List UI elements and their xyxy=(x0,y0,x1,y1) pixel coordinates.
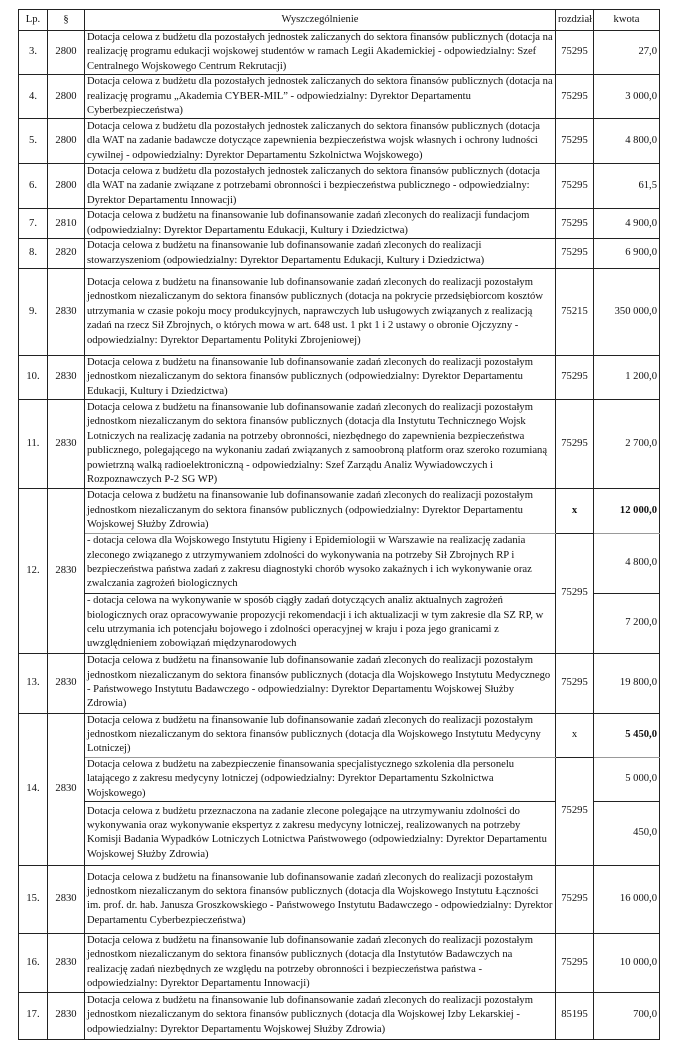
row-description: Dotacja celowa z budżetu na finansowanie lub dofinansowanie zadań zleconych do realizacji pozostałym jednostkom niezaliczanym do sektora finansów publicznych (dotacja dla Wojskowego Instytutu Łączności im. prof. dr. hab. Janusza Groszkowskiego - Państwowego Instytutu Badawczego - odpowiedzialny: Dyrektor Departamentu Cyberbezpieczeństwa) xyxy=(85,865,556,933)
row-amount: 6 900,0 xyxy=(594,239,660,269)
subrow-description: Dotacja celowa z budżetu na zabezpieczenie finansowania specjalistycznego szkolenia dla personelu latającego z zakresu medycyny lotniczej (odpowiedzialny: Dyrektor Departamentu Szkolnictwa Wojskowego) xyxy=(85,757,556,801)
row-paragraph: 2800 xyxy=(48,75,85,119)
table-row xyxy=(19,865,660,933)
row-amount: 700,0 xyxy=(594,992,660,1039)
row-lp: 6. xyxy=(19,164,48,209)
row-description: Dotacja celowa z budżetu dla pozostałych jednostek zaliczanych do sektora finansów publicznych (dotacja dla WAT na zadanie związane z potrzebami obronności i bezpieczeństwa publicznego - odpowiedzialny: Dyrektor Departamentu Innowacji) xyxy=(85,164,556,209)
row-paragraph: 2800 xyxy=(48,31,85,75)
row-chapter: 75295 xyxy=(556,356,594,400)
row-amount: 350 000,0 xyxy=(594,269,660,356)
row-lp: 14. xyxy=(19,713,48,865)
row-paragraph: 2800 xyxy=(48,119,85,164)
subrow-chapter: 75295 xyxy=(556,757,594,865)
row-chapter: x xyxy=(556,489,594,533)
row-chapter: x xyxy=(556,713,594,757)
row-chapter: 75215 xyxy=(556,269,594,356)
row-description: Dotacja celowa z budżetu na finansowanie lub dofinansowanie zadań zleconych do realizacji pozostałym jednostkom niezaliczanym do sektora finansów publicznych (dotacja dla Wojskowego Instytutu Medycyny Lotniczej) xyxy=(85,713,556,757)
row-paragraph: 2810 xyxy=(48,209,85,239)
budget-table xyxy=(18,9,660,1040)
row-description: Dotacja celowa z budżetu dla pozostałych jednostek zaliczanych do sektora finansów publicznych (dotacja dla WAT na zadanie badawcze dotyczące zapewnienia bezpieczeństwa wojsk własnych i ochrony ludności cywilnej - odpowiedzialny: Dyrektor Departamentu Szkolnictwa Wojskowego) xyxy=(85,119,556,164)
row-lp: 9. xyxy=(19,269,48,356)
row-paragraph: 2830 xyxy=(48,933,85,992)
row-paragraph: 2830 xyxy=(48,489,85,653)
row-amount: 4 900,0 xyxy=(594,209,660,239)
row-paragraph: 2830 xyxy=(48,713,85,865)
row-description: Dotacja celowa z budżetu na finansowanie lub dofinansowanie zadań zleconych do realizacji pozostałym jednostkom niezaliczanym do sektora finansów publicznych (dotacja dla Instytutów Badawczych na realizację zadań niezbędnych ze względu na potrzeby obronności i bezpieczeństwa państwa - odpowiedzialny: Dyrektor Departamentu Innowacji) xyxy=(85,933,556,992)
row-description: Dotacja celowa z budżetu dla pozostałych jednostek zaliczanych do sektora finansów publicznych (dotacja na realizację programu edukacji wojskowej studentów w ramach Legii Akademickiej - odpowiedzialny: Szef Centralnego Wojskowego Centrum Rekrutacji) xyxy=(85,31,556,75)
subrow-amount: 4 800,0 xyxy=(594,533,660,593)
table-row xyxy=(19,31,660,75)
row-amount: 10 000,0 xyxy=(594,933,660,992)
table-row xyxy=(19,119,660,164)
row-description: Dotacja celowa z budżetu dla pozostałych jednostek zaliczanych do sektora finansów publicznych (dotacja na realizację programu „Akademia CYBER-MIL” - odpowiedzialny: Dyrektor Departamentu Cyberbezpieczeństwa) xyxy=(85,75,556,119)
row-amount: 27,0 xyxy=(594,31,660,75)
row-chapter: 75295 xyxy=(556,31,594,75)
subrow-amount: 5 000,0 xyxy=(594,757,660,801)
row-description: Dotacja celowa z budżetu na finansowanie lub dofinansowanie zadań zleconych do realizacji fundacjom (odpowiedzialny: Dyrektor Departamentu Edukacji, Kultury i Dziedzictwa) xyxy=(85,209,556,239)
row-lp: 16. xyxy=(19,933,48,992)
row-amount: 4 800,0 xyxy=(594,119,660,164)
row-paragraph: 2830 xyxy=(48,269,85,356)
table-row-group-14 xyxy=(19,713,660,757)
row-amount: 19 800,0 xyxy=(594,653,660,713)
subrow-description: - dotacja celowa dla Wojskowego Instytutu Higieny i Epidemiologii w Warszawie na realizację zadania zleconego związanego z utrzymywaniem zdolności do wykonywania na potrzeby Sił Zbrojnych RP i bezpieczeństwa państwa zadań z zakresu diagnostyki chorób wysoko zakaźnych i ich wykonywanie oraz zwalczania zagrożeń biologicznych xyxy=(85,533,556,593)
row-amount: 61,5 xyxy=(594,164,660,209)
row-paragraph: 2830 xyxy=(48,865,85,933)
row-amount: 3 000,0 xyxy=(594,75,660,119)
table-row xyxy=(19,239,660,269)
row-description: Dotacja celowa z budżetu na finansowanie lub dofinansowanie zadań zleconych do realizacji pozostałym jednostkom niezaliczanym do sektora finansów publicznych (dotacja dla Wojskowej Izby Lekarskiej - odpowiedzialny: Dyrektor Departamentu Wojskowej Służby Zdrowia) xyxy=(85,992,556,1039)
header-chapter: rozdział xyxy=(556,10,594,31)
row-amount: 16 000,0 xyxy=(594,865,660,933)
row-chapter: 75295 xyxy=(556,239,594,269)
row-description: Dotacja celowa z budżetu na finansowanie lub dofinansowanie zadań zleconych do realizacji pozostałym jednostkom niezaliczanym do sektora finansów publicznych (dotacja na pokrycie przedsiębiorcom kosztów utrzymania w czasie pokoju mocy produkcyjnych, naprawczych lub usługowych związanych z realizacją zadań na rzecz Sił Zbrojnych, o których mowa w art. 648 ust. 1 pkt 1 i 2 ustawy o obronie Ojczyzny - odpowiedzialny: Dyrektor Departamentu Polityki Zbrojeniowej) xyxy=(85,269,556,356)
subrow-amount: 450,0 xyxy=(594,801,660,865)
header-lp: Lp. xyxy=(19,10,48,31)
row-amount-total: 12 000,0 xyxy=(594,489,660,533)
table-row xyxy=(19,269,660,356)
row-description: Dotacja celowa z budżetu na finansowanie lub dofinansowanie zadań zleconych do realizacji stowarzyszeniom (odpowiedzialny: Dyrektor Departamentu Edukacji, Kultury i Dziedzictwa) xyxy=(85,239,556,269)
header-description: Wyszczególnienie xyxy=(85,10,556,31)
row-lp: 13. xyxy=(19,653,48,713)
header-row xyxy=(19,10,660,31)
row-description: Dotacja celowa z budżetu na finansowanie lub dofinansowanie zadań zleconych do realizacji pozostałym jednostkom niezaliczanym do sektora finansów publicznych (dotacja dla Instytutu Technicznego Wojsk Lotniczych na realizację zadania na potrzeby obronności, niezbędnego do zapewnienia bezpieczeństwa publicznego, polegającego na wykonaniu zadań związanych z samoobroną platform oraz szeroko rozumianą powietrzną walką radioelektroniczną - odpowiedzialny: Szef Zarządu Analiz Wywiadowczych i Rozpoznawczych P-2 SG WP) xyxy=(85,400,556,489)
table-row-group-12 xyxy=(19,489,660,533)
row-chapter: 85195 xyxy=(556,992,594,1039)
row-lp: 17. xyxy=(19,992,48,1039)
table-row xyxy=(19,653,660,713)
header-amount: kwota xyxy=(594,10,660,31)
row-chapter: 75295 xyxy=(556,75,594,119)
table-subrow xyxy=(19,533,660,593)
row-chapter: 75295 xyxy=(556,653,594,713)
row-chapter: 75295 xyxy=(556,209,594,239)
row-description: Dotacja celowa z budżetu na finansowanie lub dofinansowanie zadań zleconych do realizacji pozostałym jednostkom niezaliczanym do sektora finansów publicznych (odpowiedzialny: Dyrektor Departamentu Edukacji, Kultury i Dziedzictwa) xyxy=(85,356,556,400)
subrow-amount: 7 200,0 xyxy=(594,593,660,653)
row-chapter: 75295 xyxy=(556,400,594,489)
row-lp: 8. xyxy=(19,239,48,269)
row-amount: 2 700,0 xyxy=(594,400,660,489)
row-paragraph: 2830 xyxy=(48,992,85,1039)
row-paragraph: 2800 xyxy=(48,164,85,209)
table-row xyxy=(19,164,660,209)
row-description: Dotacja celowa z budżetu na finansowanie lub dofinansowanie zadań zleconych do realizacji pozostałym jednostkom niezaliczanym do sektora finansów publicznych (odpowiedzialny: Dyrektor Departamentu Wojskowej Służby Zdrowia) xyxy=(85,489,556,533)
row-lp: 15. xyxy=(19,865,48,933)
row-amount-total: 5 450,0 xyxy=(594,713,660,757)
row-lp: 3. xyxy=(19,31,48,75)
row-chapter: 75295 xyxy=(556,119,594,164)
table-row xyxy=(19,75,660,119)
row-lp: 7. xyxy=(19,209,48,239)
row-amount: 1 200,0 xyxy=(594,356,660,400)
table-row xyxy=(19,400,660,489)
table-row xyxy=(19,356,660,400)
row-lp: 12. xyxy=(19,489,48,653)
header-paragraph: § xyxy=(48,10,85,31)
table-subrow xyxy=(19,757,660,801)
row-lp: 10. xyxy=(19,356,48,400)
subrow-description: Dotacja celowa z budżetu przeznaczona na zadanie zlecone polegające na utrzymywaniu zdolności do wykonywania oraz wykonywanie ekspertyz z zakresu medycyny lotniczej, realizowanych na potrzeby Komisji Badania Wypadków Lotniczych Lotnictwa Państwowego (odpowiedzialny: Dyrektor Departamentu Wojskowej Służby Zdrowia) xyxy=(85,801,556,865)
row-chapter: 75295 xyxy=(556,933,594,992)
row-paragraph: 2830 xyxy=(48,400,85,489)
row-paragraph: 2830 xyxy=(48,356,85,400)
row-chapter: 75295 xyxy=(556,865,594,933)
row-lp: 11. xyxy=(19,400,48,489)
row-chapter: 75295 xyxy=(556,164,594,209)
row-lp: 4. xyxy=(19,75,48,119)
subrow-description: - dotacja celowa na wykonywanie w sposób ciągły zadań dotyczących analiz aktualnych zagrożeń biologicznych oraz opracowywanie propozycji rekomendacji i ich aktualizacji w tym zakresie dla SZ RP, w celu utrzymania ich potencjału bojowego i zdolności operacyjnej w kraju i poza jego granicami z uwzględnieniem zobowiązań międzynarodowych xyxy=(85,593,556,653)
row-paragraph: 2830 xyxy=(48,653,85,713)
table-row xyxy=(19,933,660,992)
table-row xyxy=(19,209,660,239)
row-paragraph: 2820 xyxy=(48,239,85,269)
subrow-chapter: 75295 xyxy=(556,533,594,653)
table-row xyxy=(19,992,660,1039)
row-lp: 5. xyxy=(19,119,48,164)
row-description: Dotacja celowa z budżetu na finansowanie lub dofinansowanie zadań zleconych do realizacji pozostałym jednostkom niezaliczanym do sektora finansów publicznych (dotacja dla Wojskowego Instytutu Medycznego - Państwowego Instytutu Badawczego - odpowiedzialny: Dyrektor Departamentu Wojskowej Służby Zdrowia) xyxy=(85,653,556,713)
